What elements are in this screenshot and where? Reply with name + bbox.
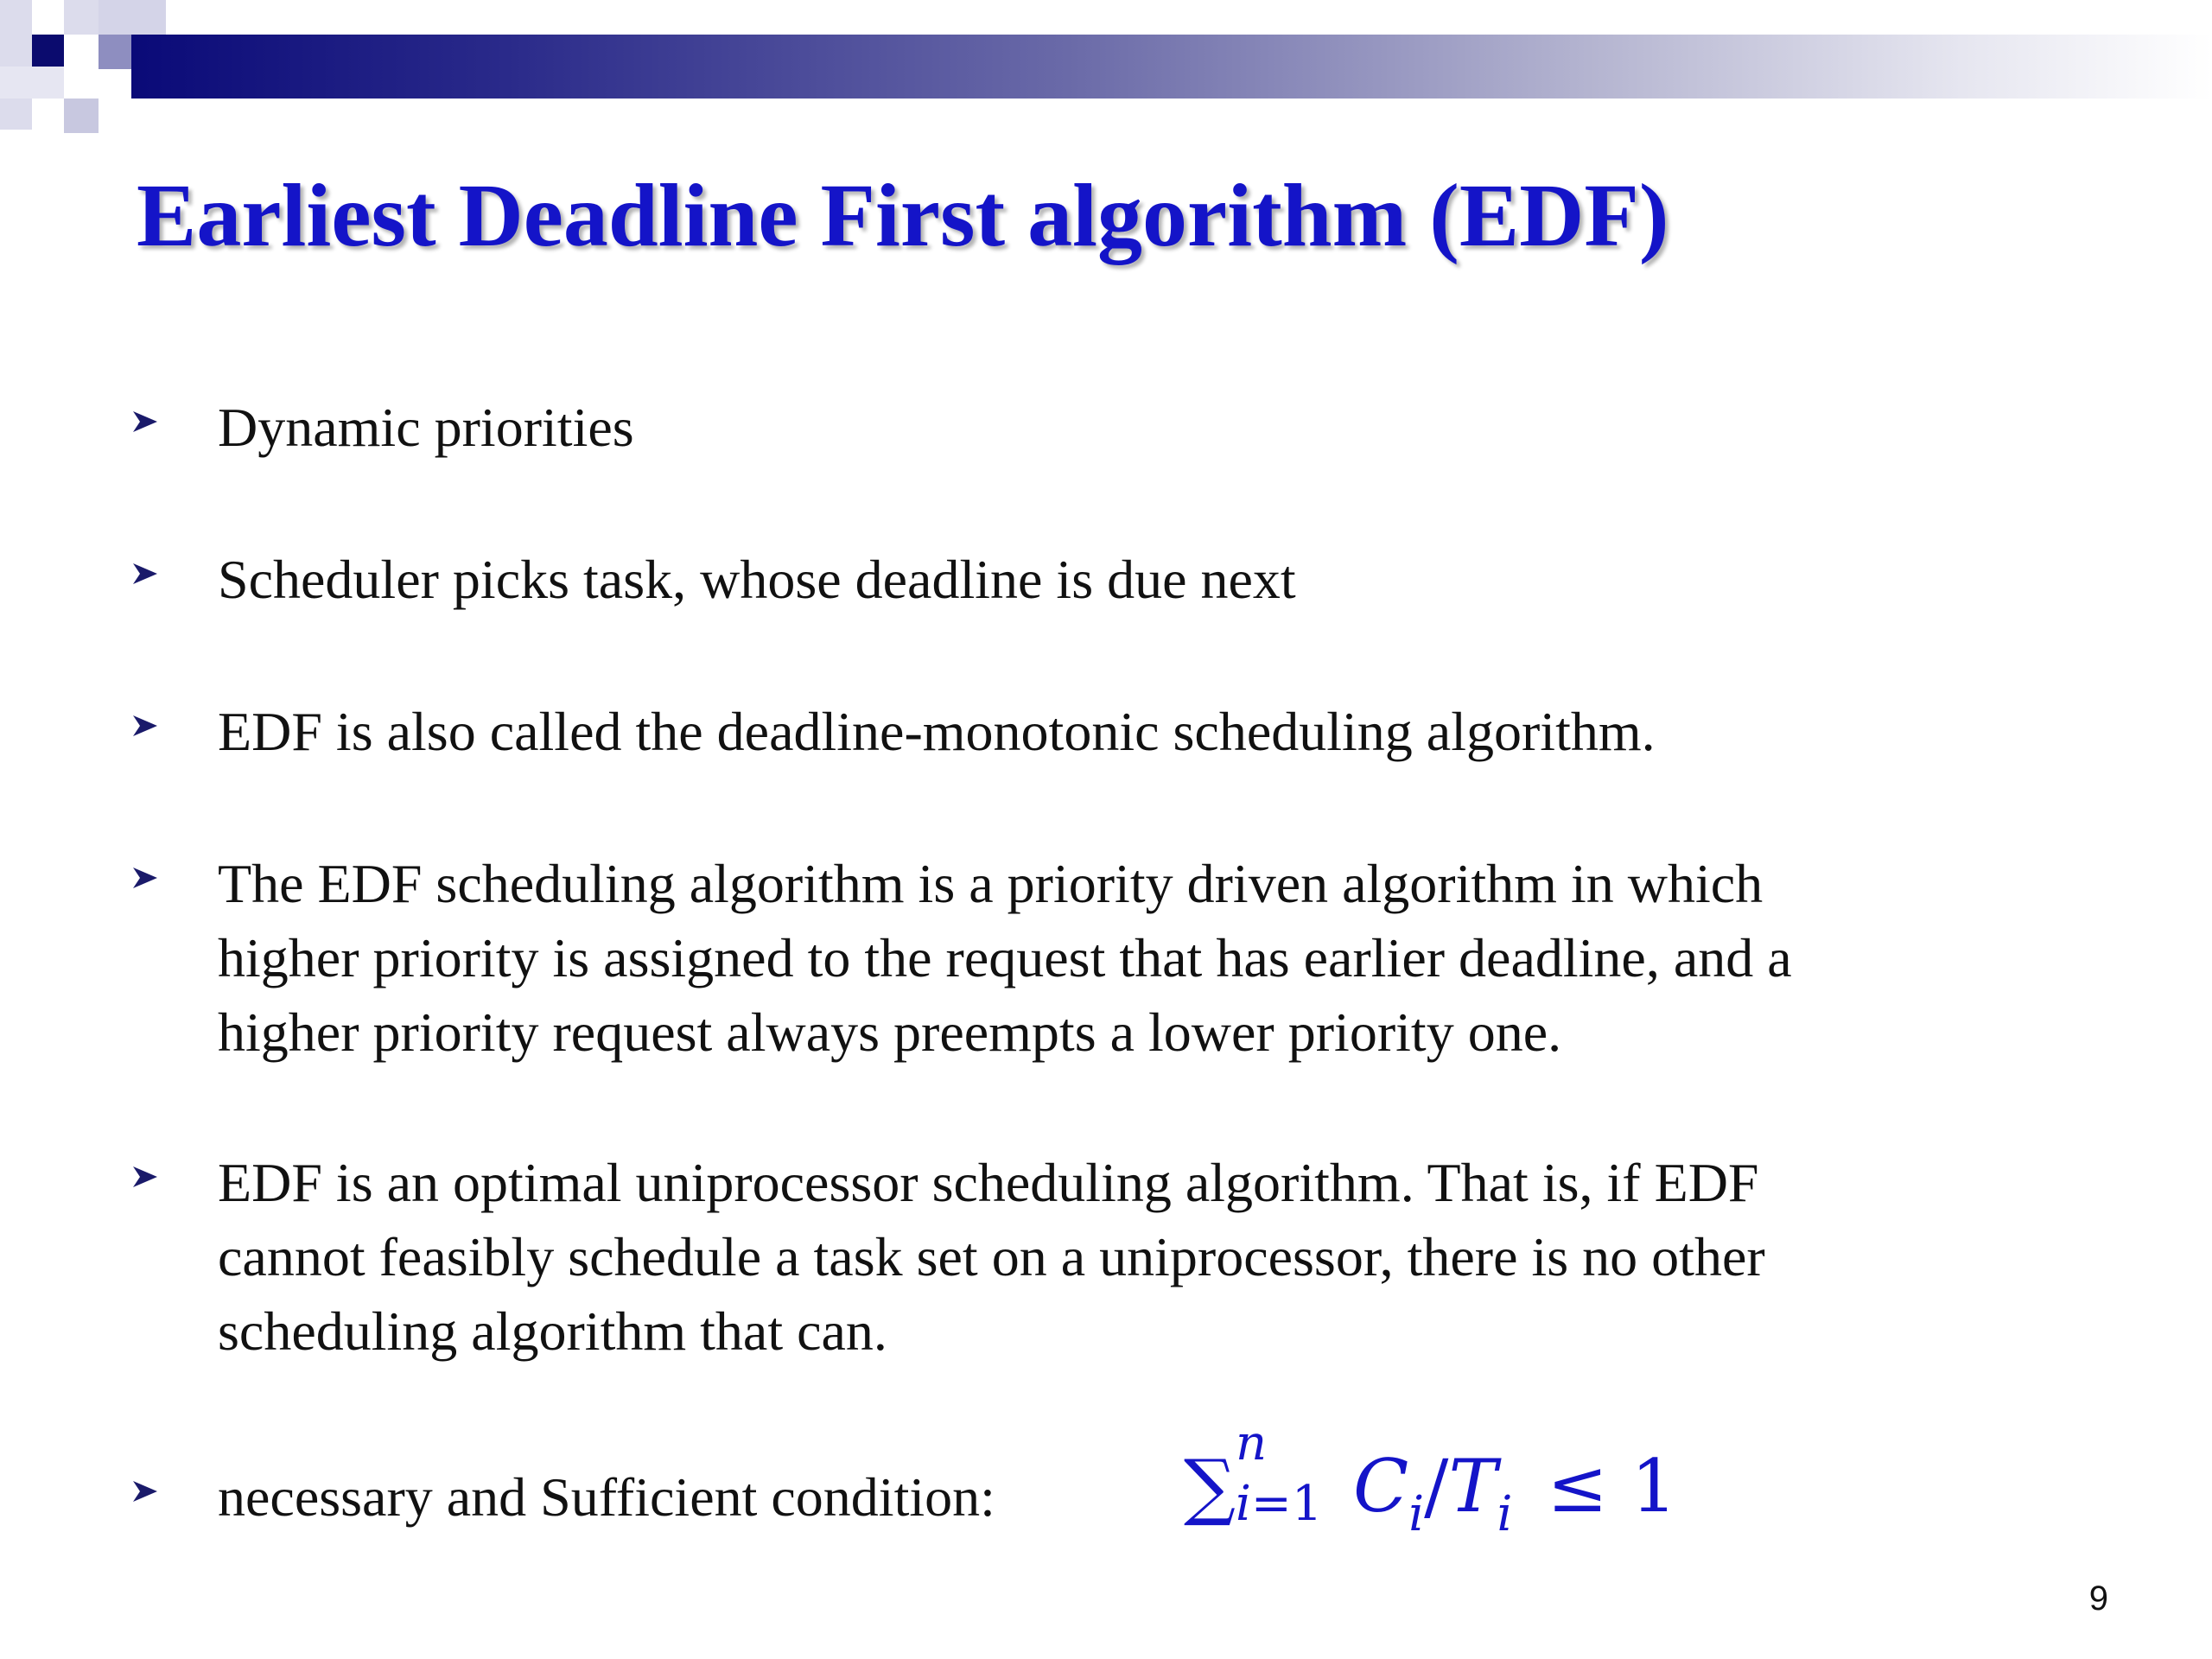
arrowhead-bullet-icon (131, 1163, 159, 1191)
formula-c-var: C (1352, 1444, 1409, 1529)
formula-relation: ≤ (1547, 1444, 1608, 1529)
schedulability-formula (1184, 1415, 1677, 1542)
formula-index-eq: =1 (1250, 1476, 1323, 1532)
arrowhead-bullet-icon (131, 1478, 159, 1505)
formula-bound: 1 (1630, 1444, 1677, 1529)
slide-title: Earliest Deadline First algorithm (EDF) (137, 166, 1669, 265)
formula-t-sub: i (1497, 1486, 1513, 1542)
page-number: 9 (2088, 1580, 2108, 1618)
bullet-text: The EDF scheduling algorithm is a priority driven algorithm in which higher priority is assigned to the request that has earlier deadline, and a higher priority request always preempts a lower priority one. (218, 853, 1792, 1063)
formula-lower-limit (1235, 1476, 1323, 1532)
formula-upper-limit: n (1235, 1415, 1268, 1471)
bullet-text: EDF is also called the deadline-monotonic scheduling algorithm. (218, 701, 1656, 762)
arrowhead-bullet-icon (131, 864, 159, 892)
formula-sum-limits (1235, 1415, 1338, 1532)
arrowhead-bullet-icon (131, 560, 159, 588)
arrowhead-bullet-icon (131, 408, 159, 435)
formula-slash: / (1424, 1444, 1449, 1529)
arrowhead-bullet-icon (131, 712, 159, 740)
bullet-text: EDF is an optimal uniprocessor scheduling algorithm. That is, if EDF cannot feasibly schedule a task set on a uniprocessor, there is no other scheduling algorithm that can. (218, 1152, 1765, 1362)
bullet-text: Dynamic priorities (218, 397, 634, 458)
bullet-text: Scheduler picks task, whose deadline is due next (218, 549, 1296, 610)
formula-sum-symbol: ∑ (1184, 1444, 1236, 1529)
bullet-text: necessary and Sufficient condition: (218, 1466, 995, 1528)
formula-index-var: i (1235, 1476, 1251, 1532)
formula-c-sub: i (1408, 1486, 1425, 1542)
formula-t-var: T (1448, 1444, 1497, 1529)
